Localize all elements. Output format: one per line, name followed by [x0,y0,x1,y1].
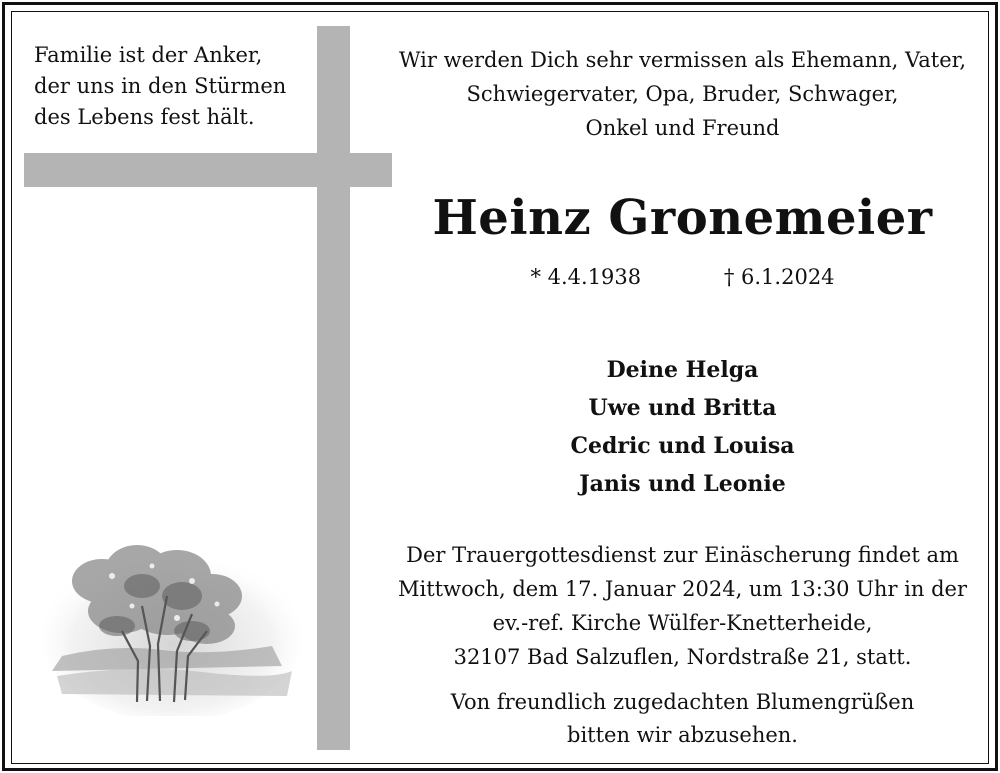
flowers-line: Von freundlich zugedachten Blumengrüßen [450,690,915,714]
birth-date: * 4.4.1938 [530,265,642,289]
mourners-list [370,351,995,503]
service-line: Mittwoch, dem 17. Januar 2024, um 13:30 Uhr in der [398,577,967,601]
service-line: Der Trauergottesdienst zur Einäscherung findet am [406,543,959,567]
flowers-line: bitten wir abzusehen. [567,723,798,747]
motto-line: des Lebens fest hält. [34,105,255,129]
dedication-line: Schwiegervater, Opa, Bruder, Schwager, [466,82,899,106]
motto [34,40,314,133]
deceased-name: Heinz Gronemeier [432,190,933,246]
mourner: Cedric und Louisa [570,433,795,459]
death-date: † 6.1.2024 [723,265,835,289]
service-notice [370,538,995,674]
cross-icon-crossbar [24,153,392,187]
motto-line: der uns in den Stürmen [34,74,287,98]
dedication [370,43,995,145]
service-line: 32107 Bad Salzuflen, Nordstraße 21, statt. [453,645,912,669]
dedication-line: Onkel und Freund [585,116,780,140]
motto-line: Familie ist der Anker, [34,43,263,67]
mourner: Deine Helga [606,357,759,383]
life-dates [370,262,995,292]
cross-icon [317,26,350,750]
mourner: Uwe und Britta [588,395,777,421]
tree-illustration [42,526,302,716]
dedication-line: Wir werden Dich sehr vermissen als Ehemann, Vater, [398,48,967,72]
mourner: Janis und Leonie [579,471,786,497]
service-line: ev.-ref. Kirche Wülfer-Knetterheide, [492,611,873,635]
flowers-notice [370,686,995,752]
